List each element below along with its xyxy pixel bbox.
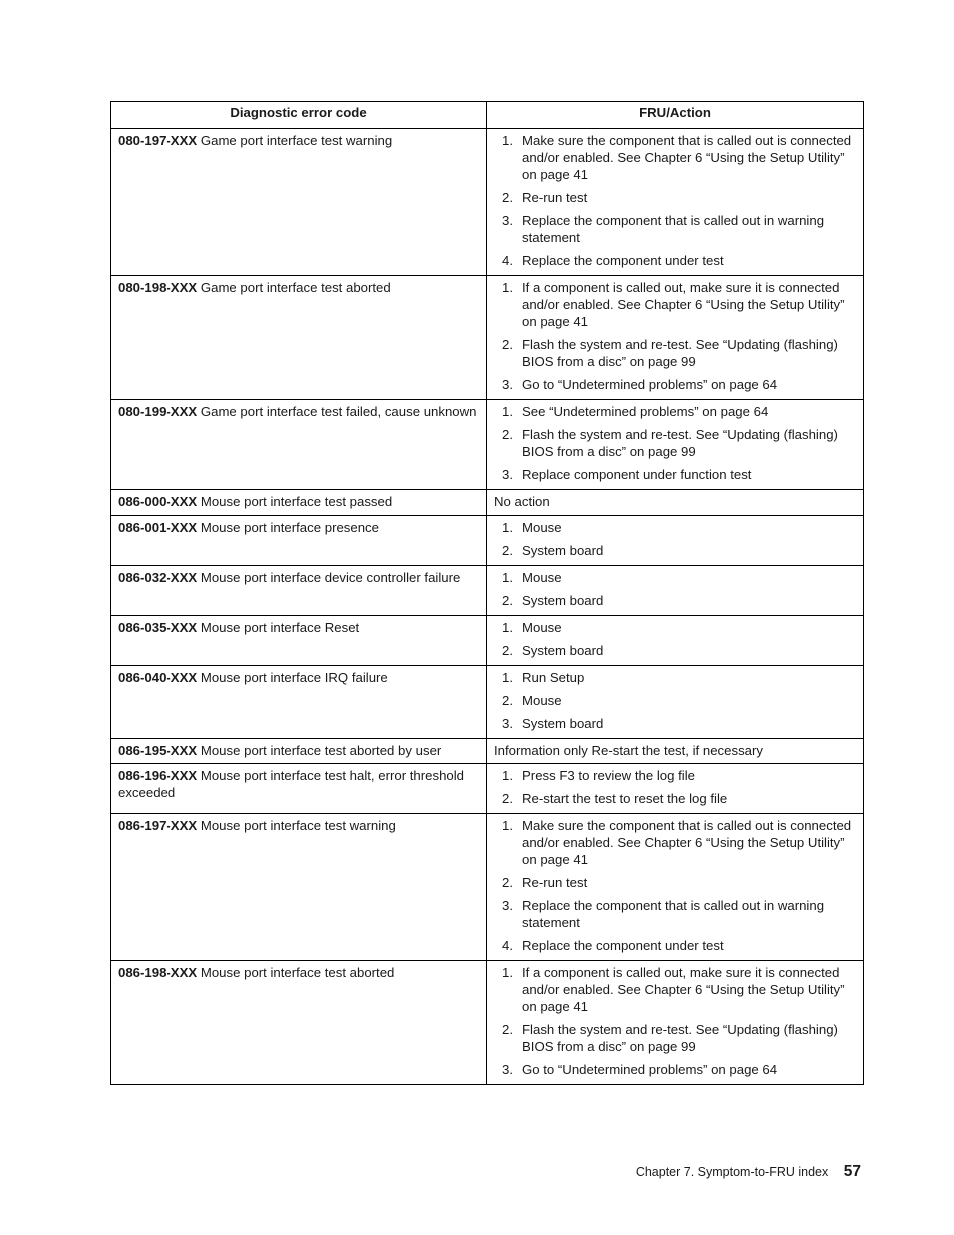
error-description: Mouse port interface test passed <box>200 494 393 509</box>
error-code: 086-035-XXX <box>118 620 198 635</box>
error-code-cell <box>111 490 487 516</box>
error-code: 086-000-XXX <box>118 494 198 509</box>
action-cell <box>487 764 864 814</box>
header-fru-action: FRU/Action <box>487 102 864 129</box>
action-item: 1. If a component is called out, make sure it is connected and/or enabled. See Chapter 6 “Using the Setup Utility” on page 41 <box>502 280 845 329</box>
table-row <box>111 490 864 516</box>
error-code-cell <box>111 814 487 961</box>
action-list <box>494 569 857 609</box>
action-cell <box>487 961 864 1085</box>
action-item: 1. Press F3 to review the log file <box>502 768 695 783</box>
action-item: 1. Mouse <box>502 570 562 585</box>
table-row <box>111 961 864 1085</box>
error-description: Mouse port interface test warning <box>200 818 396 833</box>
error-code-cell <box>111 666 487 739</box>
action-item: 1. Run Setup <box>502 670 585 685</box>
action-list <box>494 669 857 732</box>
table-row <box>111 276 864 400</box>
action-cell <box>487 129 864 276</box>
action-item: 2. Flash the system and re-test. See “Updating (flashing) BIOS from a disc” on page 99 <box>502 337 838 369</box>
table-row <box>111 666 864 739</box>
error-code-cell <box>111 400 487 490</box>
action-item: 3. System board <box>502 716 604 731</box>
action-item: 3. Go to “Undetermined problems” on page 64 <box>502 1062 778 1077</box>
error-code-cell <box>111 129 487 276</box>
action-item: 2. Mouse <box>502 693 562 708</box>
page-footer <box>636 1163 861 1181</box>
action-item: 2. System board <box>502 593 604 608</box>
error-code-cell <box>111 276 487 400</box>
error-code-cell <box>111 566 487 616</box>
action-item: 2. Re-run test <box>502 190 588 205</box>
error-code-cell <box>111 961 487 1085</box>
action-cell <box>487 739 864 764</box>
action-list <box>494 279 857 393</box>
error-code-cell <box>111 764 487 814</box>
error-description: Mouse port interface test aborted <box>200 965 395 980</box>
error-description: Mouse port interface IRQ failure <box>200 670 388 685</box>
error-description: Game port interface test failed, cause unknown <box>200 404 477 419</box>
action-cell <box>487 400 864 490</box>
action-text: No action <box>494 494 550 509</box>
error-code-cell <box>111 739 487 764</box>
error-code: 086-196-XXX <box>118 768 198 783</box>
action-item: 4. Replace the component under test <box>502 938 724 953</box>
error-description: Mouse port interface test aborted by user <box>200 743 442 758</box>
action-item: 4. Replace the component under test <box>502 253 724 268</box>
error-code: 086-198-XXX <box>118 965 198 980</box>
action-item: 2. Re-run test <box>502 875 588 890</box>
diagnostic-table <box>110 101 864 1085</box>
action-item: 1. Mouse <box>502 520 562 535</box>
action-item: 3. Replace the component that is called out in warning statement <box>502 898 825 930</box>
table-row <box>111 516 864 566</box>
action-item: 2. Flash the system and re-test. See “Updating (flashing) BIOS from a disc” on page 99 <box>502 1022 838 1054</box>
action-cell <box>487 276 864 400</box>
error-code: 086-195-XXX <box>118 743 198 758</box>
table-row <box>111 129 864 276</box>
action-item: 2. Re-start the test to reset the log file <box>502 791 728 806</box>
action-item: 3. Replace component under function test <box>502 467 752 482</box>
error-description: Game port interface test warning <box>200 133 393 148</box>
error-description: Game port interface test aborted <box>200 280 391 295</box>
action-item: 2. System board <box>502 543 604 558</box>
error-code: 080-198-XXX <box>118 280 198 295</box>
action-item: 2. System board <box>502 643 604 658</box>
action-item: 3. Go to “Undetermined problems” on page 64 <box>502 377 778 392</box>
table-row <box>111 814 864 961</box>
action-cell <box>487 616 864 666</box>
action-item: 1. If a component is called out, make sure it is connected and/or enabled. See Chapter 6 “Using the Setup Utility” on page 41 <box>502 965 845 1014</box>
action-text: Information only Re-start the test, if necessary <box>494 743 763 758</box>
table-row <box>111 764 864 814</box>
table-row <box>111 400 864 490</box>
action-item: 1. Mouse <box>502 620 562 635</box>
header-diagnostic-code: Diagnostic error code <box>111 102 487 129</box>
action-cell <box>487 516 864 566</box>
error-description: Mouse port interface test halt, error threshold exceeded <box>118 768 465 800</box>
action-list <box>494 619 857 659</box>
error-code-cell <box>111 616 487 666</box>
table-header-row <box>111 102 864 129</box>
error-code: 086-032-XXX <box>118 570 198 585</box>
chapter-title: Chapter 7. Symptom-to-FRU index <box>635 1165 829 1179</box>
action-list <box>494 964 857 1078</box>
action-cell <box>487 666 864 739</box>
error-code-cell <box>111 516 487 566</box>
action-item: 2. Flash the system and re-test. See “Updating (flashing) BIOS from a disc” on page 99 <box>502 427 838 459</box>
action-list <box>494 132 857 269</box>
action-list <box>494 767 857 807</box>
action-item: 1. Make sure the component that is called out is connected and/or enabled. See Chapter 6 “Using the Setup Utility” on page 41 <box>502 133 852 182</box>
error-code: 080-199-XXX <box>118 404 198 419</box>
action-list <box>494 519 857 559</box>
error-code: 086-197-XXX <box>118 818 198 833</box>
error-description: Mouse port interface presence <box>200 520 379 535</box>
error-code: 086-001-XXX <box>118 520 198 535</box>
action-list <box>494 403 857 483</box>
action-item: 3. Replace the component that is called out in warning statement <box>502 213 825 245</box>
action-cell <box>487 566 864 616</box>
action-list <box>494 817 857 954</box>
page-number: 57 <box>843 1163 861 1180</box>
error-description: Mouse port interface device controller failure <box>200 570 461 585</box>
error-code: 080-197-XXX <box>118 133 198 148</box>
error-description: Mouse port interface Reset <box>200 620 360 635</box>
table-row <box>111 566 864 616</box>
action-cell <box>487 490 864 516</box>
error-code: 086-040-XXX <box>118 670 198 685</box>
action-item: 1. Make sure the component that is called out is connected and/or enabled. See Chapter 6 “Using the Setup Utility” on page 41 <box>502 818 852 867</box>
action-item: 1. See “Undetermined problems” on page 64 <box>502 404 769 419</box>
action-cell <box>487 814 864 961</box>
table-row <box>111 739 864 764</box>
table-row <box>111 616 864 666</box>
